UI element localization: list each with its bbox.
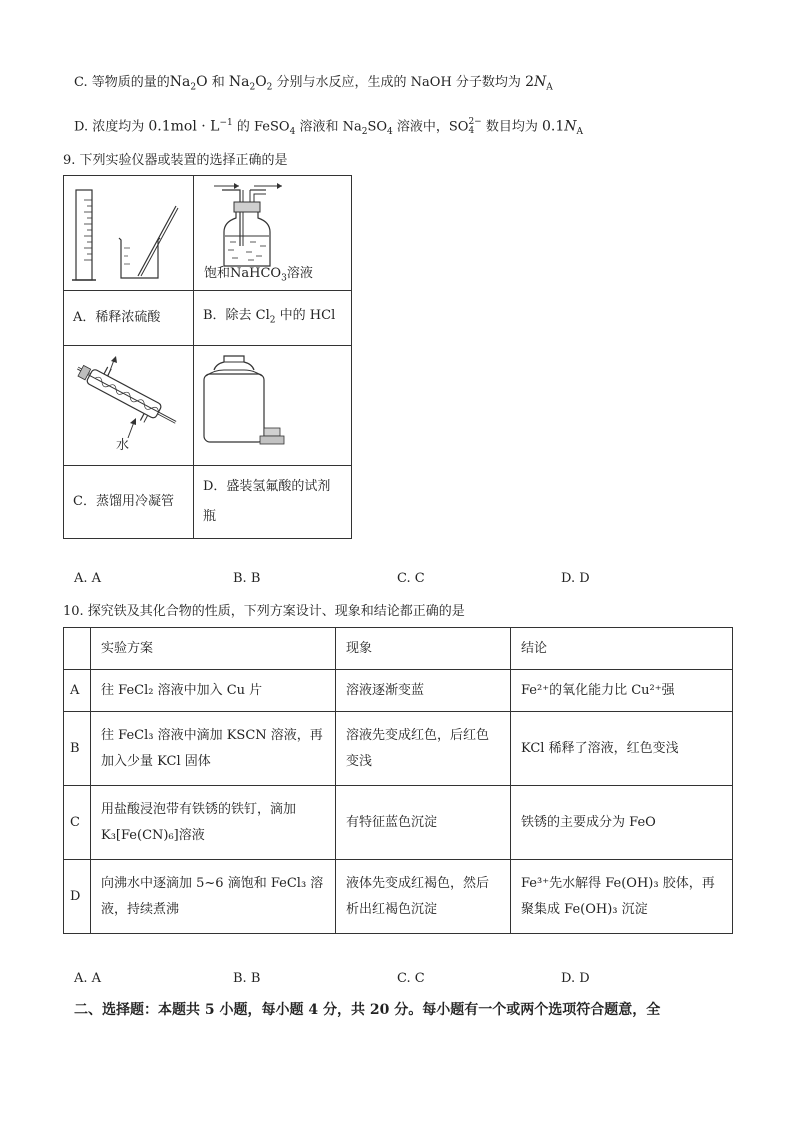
q9-cell-a-label: A．稀释浓硫酸	[64, 291, 194, 346]
q10-header-row	[64, 628, 733, 670]
row-conclusion: Fe²⁺的氧化能力比 Cu²⁺强	[511, 670, 733, 712]
q9-cell-d-label: D．盛装氢氟酸的试剂 瓶	[194, 466, 352, 539]
q9-c-figure-label: 水	[116, 438, 130, 453]
q10-table	[63, 627, 733, 934]
row-index: B	[64, 712, 91, 786]
row-plan: 用盐酸浸泡带有铁锈的铁钉，滴加 K₃[Fe(CN)₆]溶液	[91, 786, 336, 860]
row-phenomenon: 溶液先变成红色，后红色变浅	[336, 712, 511, 786]
table-row	[64, 670, 733, 712]
table-row	[64, 860, 733, 934]
row-phenomenon: 溶液逐渐变蓝	[336, 670, 511, 712]
q10-option-d[interactable]: D. D	[561, 971, 590, 986]
option-c-line: C. 等物质的量的$Na_2O$ 和 $Na_2O_2$ 分别与水反应，生成的 NaOH 分子数均为 $2N_A$	[74, 74, 553, 93]
reagent-bottle-figure	[194, 346, 350, 461]
q9-option-c[interactable]: C. C	[397, 571, 425, 586]
row-plan: 往 FeCl₂ 溶液中加入 Cu 片	[91, 670, 336, 712]
q10-header-plan: 实验方案	[91, 628, 336, 670]
cylinder-beaker-figure	[64, 176, 192, 286]
q9-apparatus-table	[63, 175, 352, 539]
section-heading: 二、选择题：本题共 5 小题，每小题 4 分，共 20 分。每小题有一个或两个选项符合题意，全	[74, 1002, 661, 1018]
row-index: C	[64, 786, 91, 860]
q9-cell-d-figure	[194, 346, 352, 466]
q10-option-c[interactable]: C. C	[397, 971, 425, 986]
q9-stem: 9. 下列实验仪器或装置的选择正确的是	[63, 153, 288, 168]
q10-stem: 10. 探究铁及其化合物的性质，下列方案设计、现象和结论都正确的是	[63, 604, 465, 619]
row-conclusion: KCl 稀释了溶液，红色变浅	[511, 712, 733, 786]
q10-option-a[interactable]: A. A	[74, 971, 102, 986]
q10-option-b[interactable]: B. B	[233, 971, 261, 986]
row-conclusion: 铁锈的主要成分为 FeO	[511, 786, 733, 860]
q9-cell-a-figure	[64, 176, 194, 291]
row-plan: 往 FeCl₃ 溶液中滴加 KSCN 溶液，再加入少量 KCl 固体	[91, 712, 336, 786]
q9-cell-c-label: C．蒸馏用冷凝管	[64, 466, 194, 539]
table-row	[64, 786, 733, 860]
row-phenomenon: 液体先变成红褐色，然后析出红褐色沉淀	[336, 860, 511, 934]
q9-option-b[interactable]: B. B	[233, 571, 261, 586]
q9-option-a[interactable]: A. A	[74, 571, 102, 586]
row-plan: 向沸水中逐滴加 5~6 滴饱和 FeCl₃ 溶液，持续煮沸	[91, 860, 336, 934]
q9-option-d[interactable]: D. D	[561, 571, 590, 586]
option-d-line: D. 浓度均为 $0.1mol \cdot L^{-1}$ 的 FeSO$_4$ 溶液和 $Na_2SO_4$ 溶液中，SO2− 4 数目均为 $0.1N_A$	[74, 116, 584, 137]
table-row	[64, 712, 733, 786]
q10-header-phenomenon: 现象	[336, 628, 511, 670]
q9-cell-b-figure	[194, 176, 352, 291]
q10-header-index	[64, 628, 91, 670]
q9-cell-b-label: B．除去 $Cl_2$ 中的 HCl	[194, 291, 352, 346]
row-index: A	[64, 670, 91, 712]
row-conclusion: Fe³⁺先水解得 Fe(OH)₃ 胶体，再聚集成 Fe(OH)₃ 沉淀	[511, 860, 733, 934]
q10-header-conclusion: 结论	[511, 628, 733, 670]
row-index: D	[64, 860, 91, 934]
row-phenomenon: 有特征蓝色沉淀	[336, 786, 511, 860]
q9-b-figure-label: 饱和NaHCO$_3$溶液	[204, 266, 313, 284]
q9-cell-c-figure	[64, 346, 194, 466]
